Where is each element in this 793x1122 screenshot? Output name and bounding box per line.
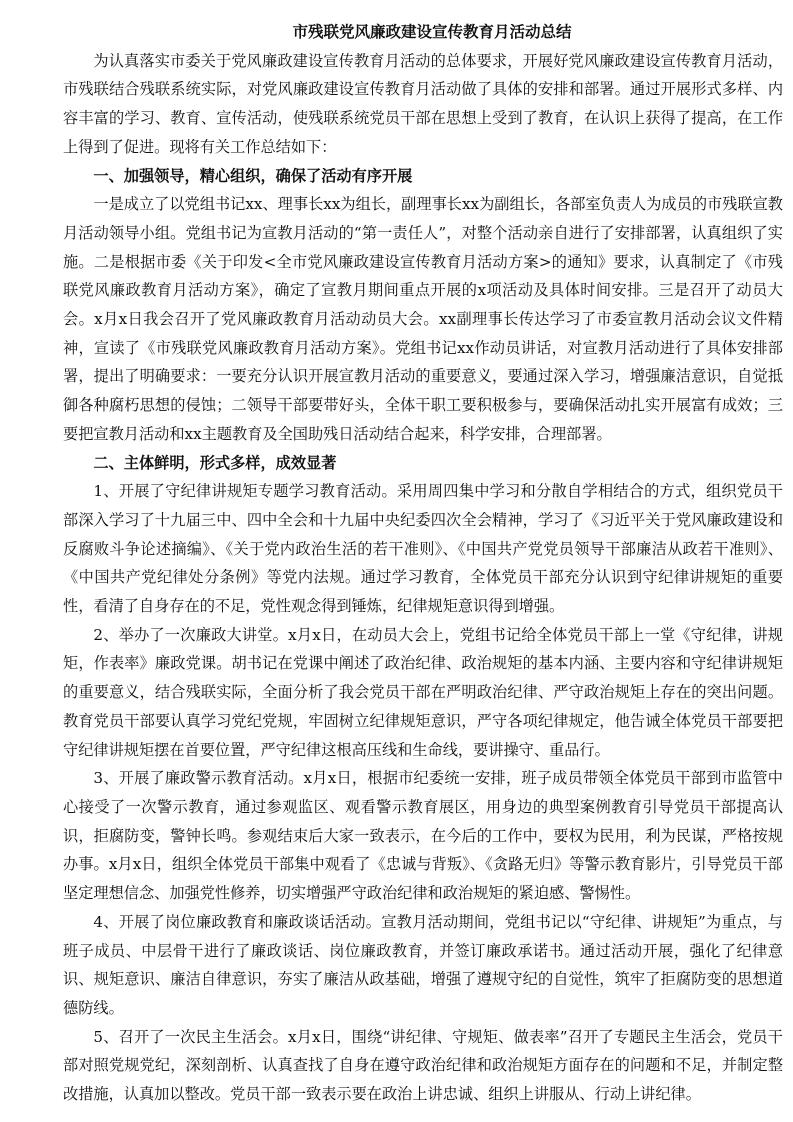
section-2-item-4: 4、开展了岗位廉政教育和廉政谈话活动。宣教月活动期间，党组书记以“守纪律、讲规矩”为重点，与班子成员、中层骨干进行了廉政谈话、岗位廉政教育，并签订廉政承诺书。通过活动开展，强化了纪律意识、规矩意识、廉洁自律意识，夯实了廉洁从政基础，增强了遵规守纪的自觉性，筑牢了拒腐防变的思想道德防线。 — [63, 912, 783, 1017]
intro-paragraph: 为认真落实市委关于党风廉政建设宣传教育月活动的总体要求，开展好党风廉政建设宣传教育月活动，市残联结合残联系统实际，对党风廉政建设宣传教育月活动做了具体的安排和部署。通过开展形式多样、内容丰富的学习、教育、宣传活动，使残联系统党员干部在思想上受到了教育，在认识上获得了提高，在工作上得到了促进。现将有关工作总结如下： — [63, 51, 783, 156]
section-1-paragraph: 一是成立了以党组书记xx、理事长xx为组长，副理事长xx为副组长，各部室负责人为成员的市残联宣教月活动领导小组。党组书记为宣教月活动的“第一责任人”，对整个活动亲自进行了安排部署，认真组织了实施。二是根据市委《关于印发<全市党风廉政建设宣传教育月活动方案>的通知》要求，认真制定了《市残联党风廉政教育月活动方案》，确定了宣教月期间重点开展的x项活动及具体时间安排。三是召开了动员大会。x月x日我会召开了党风廉政教育月活动动员大会。xx副理事长传达学习了市委宣教月活动会议文件精神，宣读了《市残联党风廉政教育月活动方案》。党组书记xx作动员讲话，对宣教月活动进行了具体安排部署，提出了明确要求：一要充分认识开展宣教月活动的重要意义，要通过深入学习，增强廉洁意识，自觉抵御各种腐朽思想的侵蚀；二领导干部要带好头，全体干职工要积极参与，要确保活动扎实开展富有成效；三要把宣教月活动和xx主题教育及全国助残日活动结合起来，科学安排，合理部署。 — [63, 195, 783, 443]
document-title: 市残联党风廉政建设宣传教育月活动总结 — [292, 22, 572, 41]
section-2-item-2: 2、举办了一次廉政大讲堂。x月x日，在动员大会上，党组书记给全体党员干部上一堂《守纪律，讲规矩，作表率》廉政党课。胡书记在党课中阐述了政治纪律、政治规矩的基本内涵、主要内容和守纪律讲规矩的重要意义，结合残联实际，全面分析了我会党员干部在严明政治纪律、严守政治规矩上存在的突出问题。教育党员干部要认真学习党纪党规，牢固树立纪律规矩意识，严守各项纪律规定，他告诫全体党员干部要把守纪律讲规矩摆在首要位置，严守纪律这根高压线和生命线，要讲操守、重品行。 — [63, 625, 783, 759]
section-2-item-1: 1、开展了守纪律讲规矩专题学习教育活动。采用周四集中学习和分散自学相结合的方式，组织党员干部深入学习了十九届三中、四中全会和十九届中央纪委四次全会精神，学习了《习近平关于党风廉政建设和反腐败斗争论述摘编》、《关于党内政治生活的若干准则》、《中国共产党党员领导干部廉洁从政若干准则》、《中国共产党纪律处分条例》等党内法规。通过学习教育，全体党员干部充分认识到守纪律讲规矩的重要性，看清了自身存在的不足，党性观念得到锤炼，纪律规矩意识得到增强。 — [63, 482, 783, 616]
document-page — [63, 18, 783, 1109]
section-2-item-3: 3、开展了廉政警示教育活动。x月x日，根据市纪委统一安排，班子成员带领全体党员干部到市监管中心接受了一次警示教育，通过参观监区、观看警示教育展区，用身边的典型案例教育引导党员干部提高认识，拒腐防变，警钟长鸣。参观结束后大家一致表示，在今后的工作中，要权为民用，利为民谋，严格按规办事。x月x日，组织全体党员干部集中观看了《忠诚与背叛》、《贪路无归》等警示教育影片，引导党员干部坚定理想信念、加强党性修养，切实增强严守政治纪律和政治规矩的紧迫感、警惕性。 — [63, 769, 783, 903]
section-heading-1: 一、加强领导，精心组织，确保了活动有序开展 — [93, 166, 413, 185]
section-2-item-5: 5、召开了一次民主生活会。x月x日，围绕“讲纪律、守规矩、做表率”召开了专题民主生活会，党员干部对照党规党纪，深刻剖析、认真查找了自身在遵守政治纪律和政治规矩方面存在的问题和不足，并制定整改措施，认真加以整改。党员干部一致表示要在政治上讲忠诚、组织上讲服从、行动上讲纪律。 — [63, 1027, 783, 1104]
section-heading-2: 二、主体鲜明，形式多样，成效显著 — [93, 453, 337, 472]
